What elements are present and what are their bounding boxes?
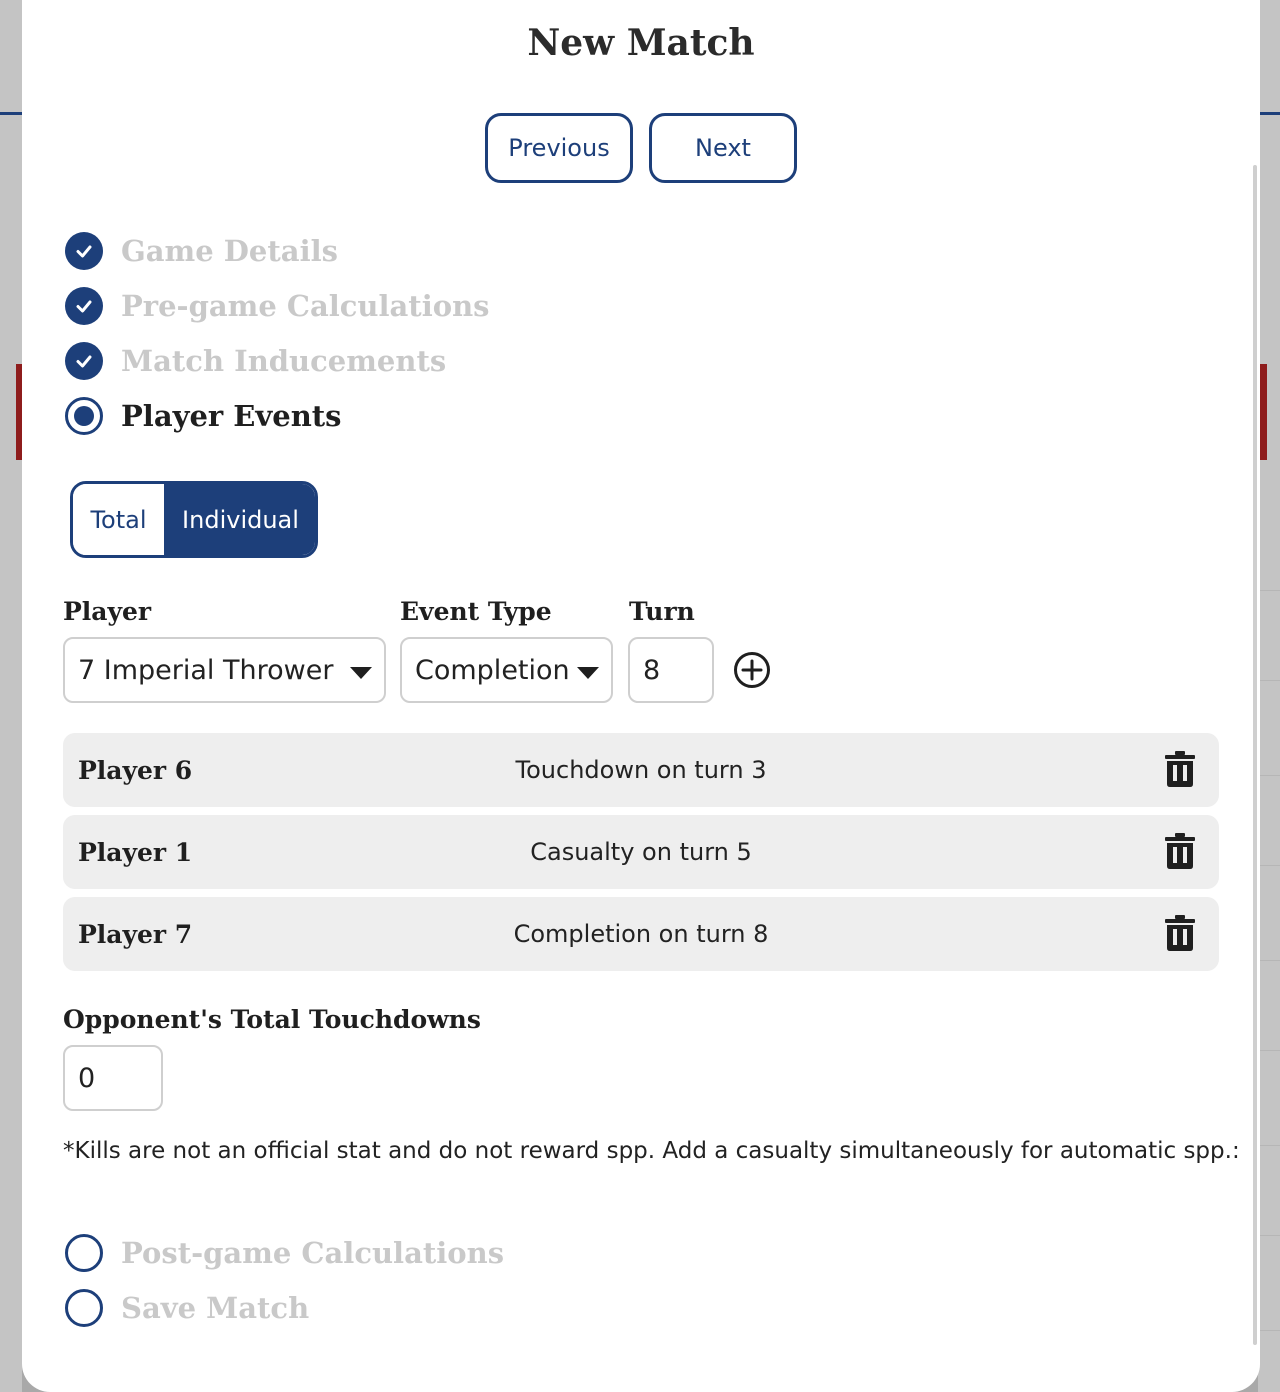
trash-icon[interactable] [1165, 915, 1195, 951]
turn-input-value: 8 [643, 654, 661, 686]
add-event-button[interactable] [733, 651, 771, 689]
background-row-divider [1258, 590, 1280, 591]
new-match-modal [22, 0, 1260, 1392]
background-header-line [0, 112, 22, 115]
check-circle-icon [65, 342, 103, 380]
background-row-divider [1258, 865, 1280, 866]
background-row-divider [1258, 1235, 1280, 1236]
modal-title: New Match [527, 22, 755, 64]
background-page-right [1258, 0, 1280, 1392]
turn-label: Turn [629, 597, 695, 626]
background-page-left [0, 0, 22, 1392]
opponent-touchdowns-input[interactable] [63, 1045, 163, 1111]
check-circle-icon [65, 232, 103, 270]
opponent-touchdowns-label: Opponent's Total Touchdowns [63, 1005, 481, 1034]
step-label: Post-game Calculations [121, 1236, 505, 1270]
background-header-line [1258, 112, 1280, 115]
event-type-select[interactable] [400, 637, 613, 703]
background-row-divider [1258, 1330, 1280, 1331]
event-player: Player 6 [78, 755, 193, 785]
event-type-select-value: Completion [415, 654, 570, 686]
event-player: Player 7 [78, 919, 193, 949]
event-description: Casualty on turn 5 [530, 838, 752, 866]
modal-scrollbar[interactable] [1253, 165, 1257, 1345]
step-label: Pre-game Calculations [121, 289, 490, 323]
player-label: Player [63, 597, 152, 626]
radio-empty-icon [65, 1289, 103, 1327]
event-description: Completion on turn 8 [513, 920, 769, 948]
background-row-divider [1258, 680, 1280, 681]
background-row-divider [1258, 1145, 1280, 1146]
event-row [63, 815, 1219, 889]
trash-icon[interactable] [1165, 833, 1195, 869]
caret-down-icon [577, 667, 599, 679]
player-select-value: 7 Imperial Thrower [78, 654, 334, 686]
plus-circle-icon [733, 651, 771, 689]
kills-note: *Kills are not an official stat and do not reward spp. Add a casualty simultaneously for automatic spp.: [63, 1138, 1240, 1164]
caret-down-icon [350, 667, 372, 679]
toggle-total[interactable]: Total [73, 484, 166, 555]
radio-selected-icon [65, 397, 103, 435]
event-type-label: Event Type [400, 597, 552, 626]
toggle-individual[interactable]: Individual [166, 484, 315, 555]
step-label: Match Inducements [121, 344, 447, 378]
event-player: Player 1 [78, 837, 193, 867]
radio-empty-icon [65, 1234, 103, 1272]
event-row [63, 897, 1219, 971]
turn-input[interactable] [628, 637, 714, 703]
step-pre-game-calculations[interactable] [65, 287, 489, 325]
step-label: Game Details [121, 234, 338, 268]
background-row-divider [1258, 775, 1280, 776]
step-label: Player Events [121, 399, 342, 433]
trash-icon[interactable] [1165, 751, 1195, 787]
step-post-game-calculations[interactable] [65, 1234, 504, 1272]
mode-toggle [70, 481, 318, 558]
event-row [63, 733, 1219, 807]
event-description: Touchdown on turn 3 [515, 756, 767, 784]
step-player-events[interactable] [65, 397, 342, 435]
wizard-nav [485, 113, 797, 183]
background-row-divider [1258, 960, 1280, 961]
next-button[interactable]: Next [649, 113, 797, 183]
step-save-match[interactable] [65, 1289, 309, 1327]
step-label: Save Match [121, 1291, 310, 1325]
background-row-divider [1258, 1050, 1280, 1051]
check-circle-icon [65, 287, 103, 325]
player-select[interactable] [63, 637, 386, 703]
previous-button[interactable]: Previous [485, 113, 633, 183]
step-match-inducements[interactable] [65, 342, 446, 380]
step-game-details[interactable] [65, 232, 338, 270]
opponent-touchdowns-value: 0 [78, 1062, 96, 1094]
